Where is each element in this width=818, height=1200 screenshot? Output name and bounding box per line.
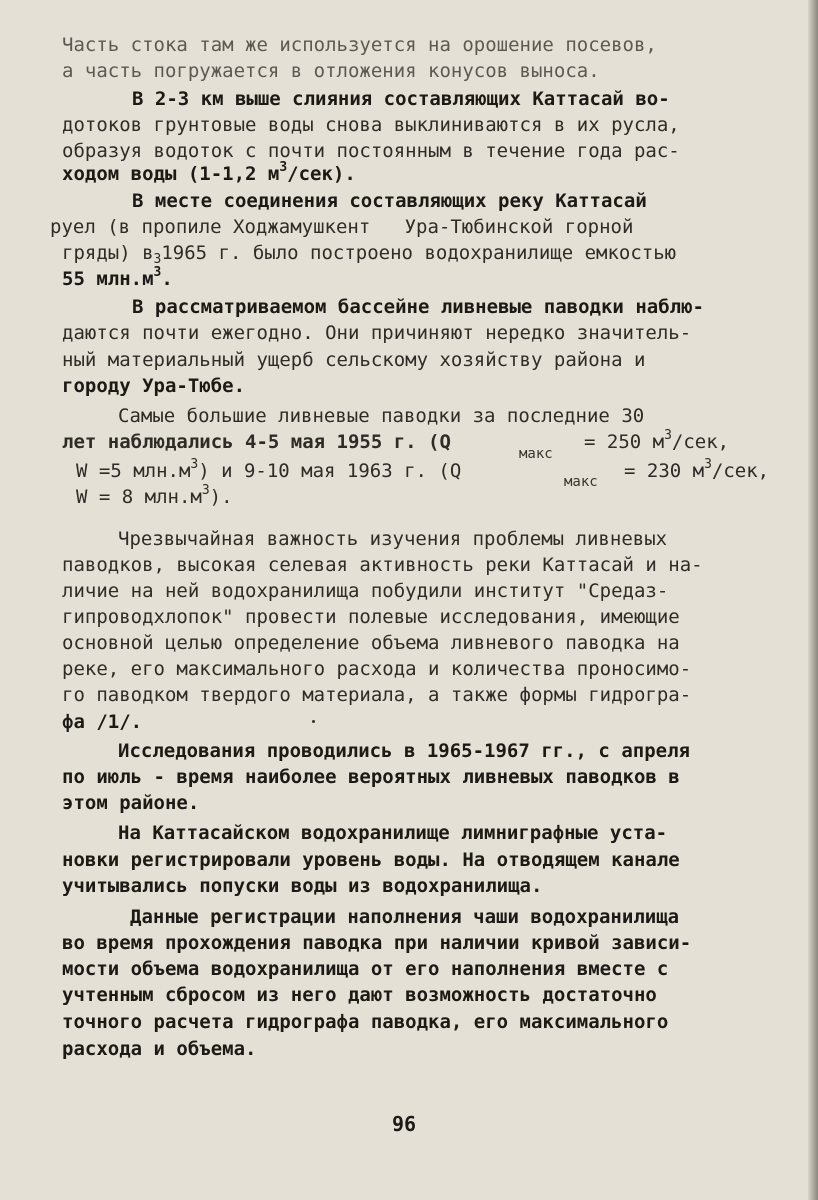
text-line: по июль - время наиболее вероятных ливневых паводков в [62, 766, 680, 788]
text-line: во время прохождения паводка при наличии кривой зависи- [62, 932, 692, 954]
text-line [62, 265, 173, 293]
page-edge-shadow [808, 0, 818, 1200]
text-fragment: 1965 г. было построено водохранилище емкостью [161, 242, 677, 264]
superscript: 3 [279, 160, 288, 175]
superscript: 3 [201, 483, 210, 498]
text-fragment: W =5 млн.м [76, 460, 191, 482]
text-line: дотоков грунтовые воды снова выклиниваются в их русла, [62, 114, 680, 136]
text-fragment: = 230 м [624, 460, 705, 482]
subscript-label-maks: макс [519, 446, 553, 462]
formula-line [584, 428, 730, 456]
text-fragment: = 250 м [584, 431, 665, 453]
text-line: даются почти ежегодно. Они причиняют нередко значитель- [62, 322, 692, 344]
text-line: В рассматриваемом бассейне ливневые паводки наблю- [132, 296, 704, 318]
text-line: ный материальный ущерб сельскому хозяйству района и [62, 349, 646, 371]
formula-line: лет наблюдались 4-5 мая 1955 г. (Q [62, 431, 451, 453]
text-line: этом районе. [62, 792, 200, 814]
text-line: новки регистрировали уровень воды. На отводящем канале [62, 849, 680, 871]
text-fragment: ходом воды (1-1,2 м [62, 163, 280, 185]
text-fragment: /сек). [287, 163, 356, 185]
text-line: а часть погружается в отложения конусов выноса. [62, 60, 600, 82]
text-line: расхода и объема. [62, 1038, 257, 1060]
formula-line [624, 457, 770, 485]
formula-line [76, 483, 233, 511]
text-line: учтенным сбросом из него дают возможность достаточно [62, 984, 657, 1006]
text-line: го паводком твердого материала, а также формы гидрогра- [62, 684, 692, 706]
subscript-label-maks: макс [564, 474, 598, 490]
superscript: 3 [664, 428, 672, 443]
superscript: 3 [153, 265, 162, 280]
text-line: образуя водоток с почти постоянным в течение года рас- [62, 140, 680, 162]
text-line: Самые большие ливневые паводки за последние 30 [118, 405, 645, 427]
text-fragment: 55 млн.м [62, 268, 154, 290]
text-line: мости объема водохранилища от его наполнения вместе с [62, 958, 669, 980]
text-line: городу Ура-Тюбе. [62, 375, 246, 397]
page-number: 96 [392, 1112, 417, 1136]
text-fragment: /сек, [671, 431, 730, 453]
text-line: основной целью определение объема ливневого паводка на [62, 632, 680, 654]
text-line: личие на ней водохранилища побудили институт "Средаз- [62, 580, 669, 602]
superscript: 3 [704, 457, 712, 472]
superscript: 3 [190, 457, 199, 472]
text-line: реке, его максимального расхода и количества проносимо- [62, 658, 692, 680]
text-line: фа /1/. [62, 711, 143, 733]
text-line: учитывались попуски воды из водохранилища. [62, 875, 543, 897]
text-line: точного расчета гидрографа паводка, его максимального [62, 1011, 669, 1033]
text-line: гипроводхлопок" провести полевые исследования, имеющие [62, 606, 680, 628]
text-fragment: /сек, [711, 460, 770, 482]
text-fragment: гряды) в [62, 242, 154, 264]
text-line: Данные регистрации наполнения чаши водохранилища [130, 906, 680, 928]
subscript: 3 [153, 252, 162, 267]
text-fragment: ). [209, 486, 233, 508]
ink-dot [312, 720, 315, 723]
text-line: В месте соединения составляющих реку Каттасай [132, 190, 647, 212]
text-line: паводков, высокая селевая активность реки Каттасай и на- [62, 554, 703, 576]
text-fragment: . [161, 268, 173, 290]
text-line [62, 160, 356, 188]
text-line: руел (в пропиле Ходжамушкент Ура-Тюбинской горной [50, 216, 634, 238]
text-fragment: ) и 9-10 мая 1963 г. (Q [198, 460, 462, 482]
text-line: На Каттасайском водохранилище лимниграфные уста- [118, 822, 668, 844]
text-line: Чрезвычайная важность изучения проблемы ливневых [118, 528, 668, 550]
formula-line [76, 457, 462, 485]
text-line [62, 242, 676, 267]
text-line: Исследования проводились в 1965-1967 гг., с апреля [118, 740, 690, 762]
text-fragment: W = 8 млн.м [76, 486, 202, 508]
text-line: В 2-3 км выше слияния составляющих Каттасай во- [132, 88, 670, 110]
text-line: Часть стока там же используется на орошение посевов, [62, 34, 657, 56]
